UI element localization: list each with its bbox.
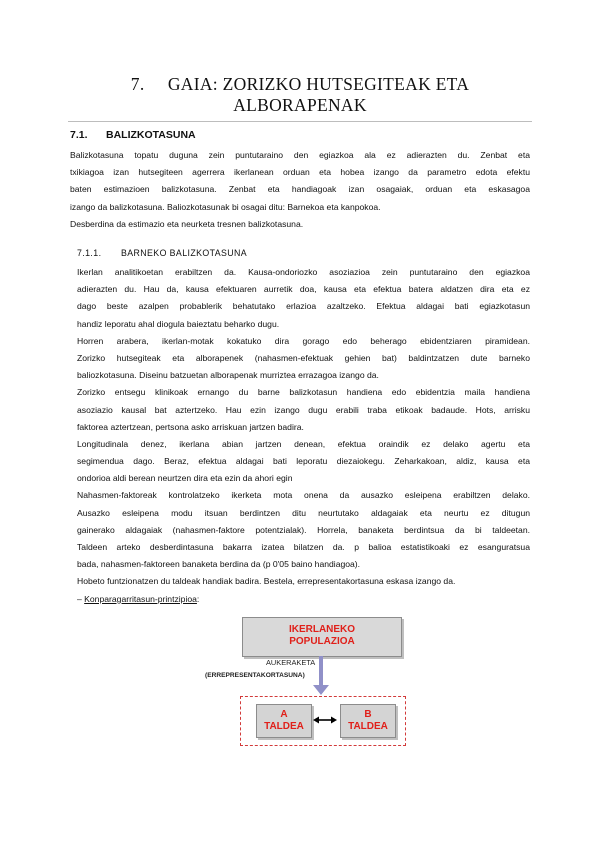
text-line: Balizkotasuna topatu duguna zein puntutaraino den egiazkoa ala ez adierazten du. Zenbat eta <box>70 150 530 160</box>
population-label-line1: IKERLANEKO <box>288 624 356 635</box>
text-line: asoziazio kausal bat aztertzeko. Hau ezin izango dugu erabili traba etikoak badaude. Hots, arrisku <box>77 404 530 415</box>
text-line: adierazten du. Hau da, kausa efektuaren aurretik doa, kausa eta efektua batera aldatzen dira eta ez <box>77 284 530 295</box>
group-a-box <box>256 704 312 738</box>
population-label-line2: POPULAZIOA <box>289 636 355 647</box>
group-b-letter: B <box>364 709 372 720</box>
group-a-label: TALDEA <box>264 721 304 732</box>
chapter-title-line2: ALBORAPENAK <box>233 95 367 115</box>
text-line: Taldeen arteko desberdintasuna bakarra izatea bilatzen da. p balioa estatistikoaki ez esanguratsua <box>77 542 530 552</box>
text-line: segimendua dago. Beraz, efektua aldagai bati leporatu diezaiokegu. Zeharkakoan, aldiz, kausa eta <box>77 456 530 467</box>
group-b-box <box>340 704 396 738</box>
bullet-dash: – <box>77 593 85 604</box>
representativeness-label: (ERREPRESENTAKORTASUNA) <box>205 672 305 679</box>
text-line: bada, nahasmen-faktoreen banaketa berdina da (p 0'05 baino handiagoa). <box>77 559 361 570</box>
text-line: Hobeto funtzionatzen du taldeak handiak badira. Bestela, errepresentakortasuna eskasa izango da. <box>77 576 456 587</box>
bullet-colon: : <box>196 593 200 604</box>
subsection-heading <box>77 248 247 258</box>
selection-arrow-shaft <box>319 656 323 686</box>
section-heading <box>70 129 196 141</box>
text-line: izango da balizkotasuna. Baliozkotasunak bi osagai ditu: Barnekoa eta kanpokoa. <box>70 201 381 212</box>
text-line: Ikerlan analitikoetan erabiltzen da. Kausa-ondoriozko asoziazioa zein puntutaraino den egiazkoa <box>77 267 530 277</box>
population-box <box>242 617 402 657</box>
text-line: baten estimazioen balizkotasuna. Zenbat eta handiagoak izan osagaiak, orduan eta eskasagoa <box>70 184 530 195</box>
text-line: gainerako aldagaiak (nahasmen-faktore potentzialak). Horrela, banaketa berdintsua da bi taldeetan. <box>77 524 530 535</box>
chapter-title-line1: 7. GAIA: ZORIZKO HUTSEGITEAK ETA <box>130 74 470 94</box>
subsection-number: 7.1.1. <box>77 248 102 258</box>
text-line: handiz leporatu ahal diogula baieztatu beharko dugu. <box>77 318 280 329</box>
text-line: dago beste azalpen probablerik behatutako erlazioa azaltzeko. Efektua aldagai bati egiazkotasun <box>77 301 530 312</box>
konparagarritasun-link[interactable]: Konparagarritasun-printzipioa <box>84 593 197 604</box>
intro-paragraph <box>70 147 530 233</box>
text-line: baliozkotasuna. Diseinu batzuetan alborapenak murriztea errazagoa izango da. <box>77 370 379 381</box>
text-line: Desberdina da estimazio eta neurketa tresnen balizkotasuna. <box>70 218 304 229</box>
text-line: faktorea aztertzean, pertsona asko arriskuan jartzen badira. <box>77 421 304 432</box>
subsection-title: BARNEKO BALIZKOTASUNA <box>121 248 248 258</box>
text-line: Longitudinala denez, ikerlana abian jartzen denean, efektua oraindik ez delako agertu eta <box>77 438 530 449</box>
text-line: ondorioa aldi berean neurtzen dira eta ezin da ahori egin <box>77 473 293 484</box>
text-line: Zorizko hutsegiteak eta alborapenek (nahasmen-efektuak gehien bat) baldintzatzen dute barneko <box>77 352 530 363</box>
group-a-letter: A <box>280 709 288 720</box>
text-line: Zorizko entsegu klinikoak ernango du barne balizkotasun handiena edo ebidentzia maila handiena <box>77 387 530 398</box>
bullet-line <box>77 591 530 608</box>
body-text <box>77 264 530 608</box>
title-divider <box>68 121 532 122</box>
text-line: Ausazko esleipena modu itsuan berdintzen ditu neurtutako aldagaiak eta neurtu ez ditugun <box>77 507 530 518</box>
text-line: Horren arabera, ikerlan-motak kokatuko dira gorago edo beherago ebidentziaren piramidean. <box>77 335 530 346</box>
text-line: txikiagoa izan hutsegiteen agerrera ikerlanean orduan eta hobea izango da parametro edota efektu <box>70 167 530 178</box>
text-line: Nahasmen-faktoreak kontrolatzeko ikerketa mota onena da ausazko esleipena erabiltzen delako. <box>77 490 530 501</box>
double-arrow-icon <box>313 715 337 725</box>
selection-label: AUKERAKETA <box>266 658 316 667</box>
section-number: 7.1. <box>70 129 88 141</box>
section-title: BALIZKOTASUNA <box>106 129 196 141</box>
group-b-label: TALDEA <box>348 721 388 732</box>
down-arrow-icon <box>313 685 329 695</box>
